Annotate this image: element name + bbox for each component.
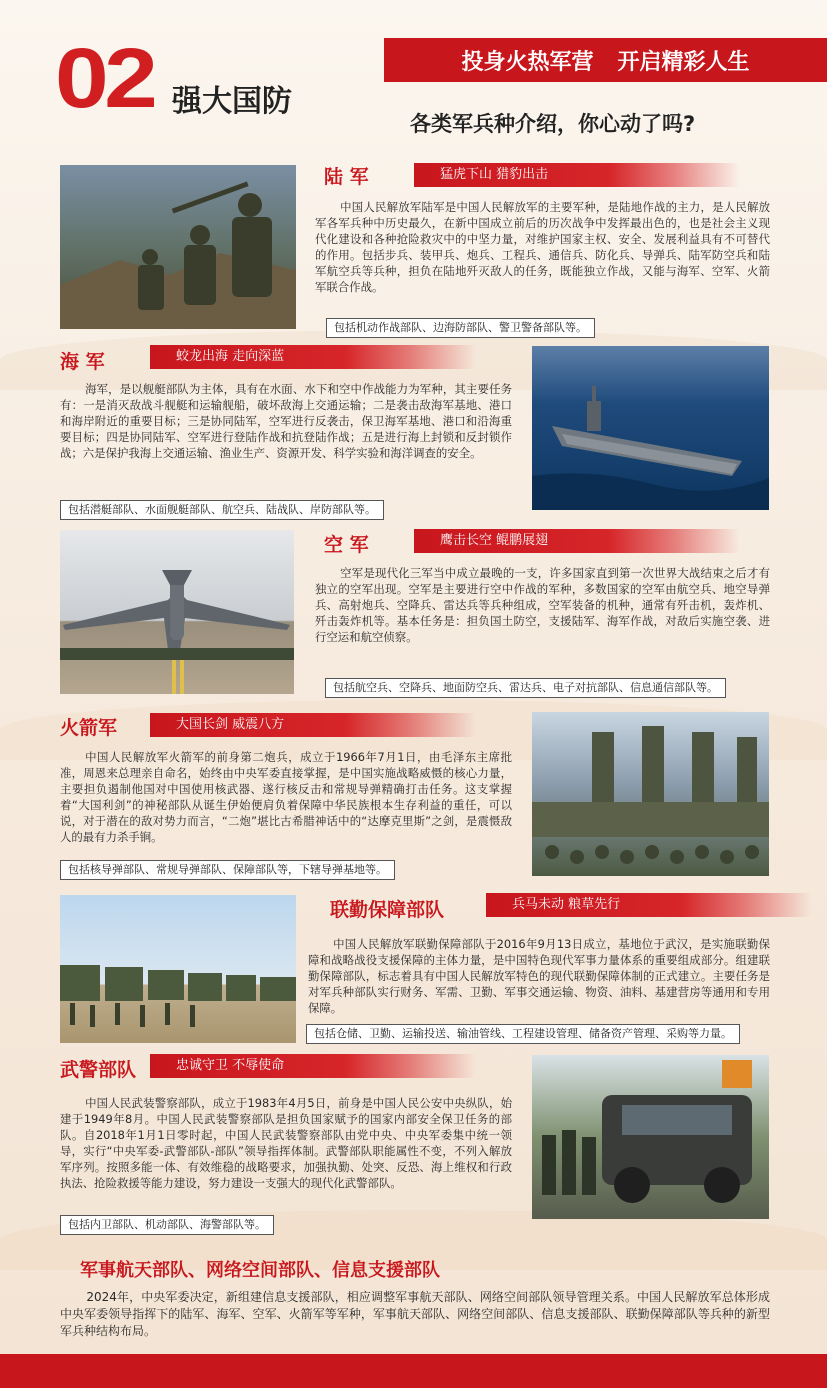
armedpolice-photo: [532, 1055, 769, 1219]
navy-photo: [532, 346, 769, 510]
rocketforce-name: 火箭军: [60, 717, 118, 739]
armedpolice-name: 武警部队: [60, 1059, 137, 1081]
airforce-name: 空 军: [324, 534, 369, 556]
rocketforce-description: 中国人民解放军火箭军的前身第二炮兵，成立于1966年7月1日，由毛泽东主席批准，周恩来总理亲自命名，始终由中央军委直接掌握，是中国实施战略威慑的核心力量，主要担负遏制他国对中国使用核武器、遂行核反击和常规导弹精确打击任务。这支掌握着“大国利剑”的神秘部队从诞生伊始便肩负着保障中华民族根本生存利益的重任，可以说，对于潜在的敌对势力而言，“二炮”堪比古希腊神话中的“达摩克里斯”之剑，是震慑敌人的最有力杀手锏。: [60, 750, 512, 844]
navy-slogan: 蛟龙出海 走向深蓝: [150, 345, 476, 369]
armedpolice-tag: 包括内卫部队、机动部队、海警部队等。: [60, 1215, 274, 1235]
banner-left-text: 投身火热军营: [461, 49, 594, 75]
armedpolice-slogan: 忠诚守卫 不辱使命: [150, 1054, 476, 1078]
rocketforce-photo: [532, 712, 769, 876]
page-subtitle: 各类军兵种介绍，你心动了吗?: [410, 112, 696, 136]
rocketforce-tag: 包括核导弹部队、常规导弹部队、保障部队等，下辖导弹基地等。: [60, 860, 395, 880]
airforce-description: 空军是现代化三军当中成立最晚的一支，许多国家直到第一次世界大战结束之后才有独立的空军出现。空军是主要进行空中作战的军种，多数国家的空军由航空兵、地空导弹兵、高射炮兵、空降兵、雷达兵等兵种组成，空军装备的机种，通常有歼击机，轰炸机、歼击轰炸机等。基本任务是：担负国土防空，支援陆军、海军作战，对敌后实施空袭、进行空运和航空侦察。: [315, 566, 770, 644]
airforce-tag: 包括航空兵、空降兵、地面防空兵、雷达兵、电子对抗部队、信息通信部队等。: [325, 678, 726, 698]
logistics-slogan: 兵马未动 粮草先行: [486, 893, 812, 917]
final-section-description: 2024年，中央军委决定，新组建信息支援部队，相应调整军事航天部队、网络空间部队领导管理关系。中国人民解放军总体形成中央军委领导指挥下的陆军、海军、空军、火箭军等军种，军事航天部队、网络空间部队、信息支援部队、联勤保障部队等兵种的新型军兵种结构布局。: [60, 1290, 770, 1338]
final-section-title: 军事航天部队、网络空间部队、信息支援部队: [80, 1260, 440, 1281]
rocketforce-slogan: 大国长剑 威震八方: [150, 713, 476, 737]
army-slogan: 猛虎下山 猎豹出击: [414, 163, 740, 187]
logistics-photo: [60, 895, 296, 1043]
navy-tag: 包括潜艇部队、水面舰艇部队、航空兵、陆战队、岸防部队等。: [60, 500, 384, 520]
army-description: 中国人民解放军陆军是中国人民解放军的主要军种，是陆地作战的主力，是人民解放军各军兵种中历史最久，在新中国成立前后的历次战争中发挥最出色的，也是社会主义现代化建设和各种抢险救灾中的中坚力量，对维护国家主权、安全、发展利益具有不可替代的作用。包括步兵、装甲兵、炮兵、工程兵、通信兵、防化兵、导弹兵、陆军防空兵和陆军航空兵等兵种，担负在陆地歼灭敌人的任务，既能独立作战，又能与海军、空军、火箭军联合作战。: [315, 200, 770, 294]
army-name: 陆 军: [324, 166, 369, 188]
page-title: 强大国防: [172, 84, 292, 119]
banner-right-text: 开启精彩人生: [617, 49, 750, 75]
army-tag: 包括机动作战部队、边海防部队、警卫警备部队等。: [326, 318, 595, 338]
logistics-description: 中国人民解放军联勤保障部队于2016年9月13日成立，基地位于武汉，是实施联勤保障和战略战役支援保障的主体力量，是中国特色现代军事力量体系的重要组成部分。组建联勤保障部队，标志着具有中国人民解放军特色的现代联勤保障体制的正式建立。主要任务是对军兵种部队实行财务、军需、卫勤、军事交通运输、物资、油料、基建营房等通用和专用保障。: [308, 937, 770, 1015]
bottom-bar: [0, 1354, 827, 1388]
armedpolice-description: 中国人民武装警察部队，成立于1983年4月5日，前身是中国人民公安中央纵队，始建于1949年8月。中国人民武装警察部队是担负国家赋予的国家内部安全保卫任务的部队。自2018年1月1日零时起，中国人民武装警察部队由党中央、中央军委集中统一领导，实行“中央军委-武警部队-部队”领导指挥体制。武警部队职能属性不变，不列入解放军序列。按照多能一体、有效维稳的战略要求，加强执勤、处突、反恐、海上维权和行政执法、抢险救援等能力建设，努力建设一支强大的现代化武警部队。: [60, 1096, 512, 1190]
header-banner: [384, 38, 827, 82]
airforce-photo: [60, 530, 294, 694]
logistics-tag: 包括仓储、卫勤、运输投送、输油管线、工程建设管理、储备资产管理、采购等力量。: [306, 1024, 740, 1044]
airforce-slogan: 鹰击长空 鲲鹏展翅: [414, 529, 740, 553]
section-number: 02: [55, 31, 154, 125]
army-photo: [60, 165, 296, 329]
navy-name: 海 军: [60, 351, 105, 373]
logistics-name: 联勤保障部队: [330, 899, 445, 921]
navy-description: 海军，是以舰艇部队为主体，具有在水面、水下和空中作战能力为军种，其主要任务有：一是消灭敌战斗舰艇和运输舰船，破坏敌海上交通运输；二是袭击敌海军基地、港口和海岸附近的重要目标；三是协同陆军，空军进行反袭击，保卫海军基地、港口和沿海重要目标；四是协同陆军、空军进行登陆作战和抗登陆作战；五是进行海上封锁和反封锁作战；六是保护我海上交通运输、渔业生产、资源开发、科学实验和海洋调查的安全。: [60, 382, 512, 460]
